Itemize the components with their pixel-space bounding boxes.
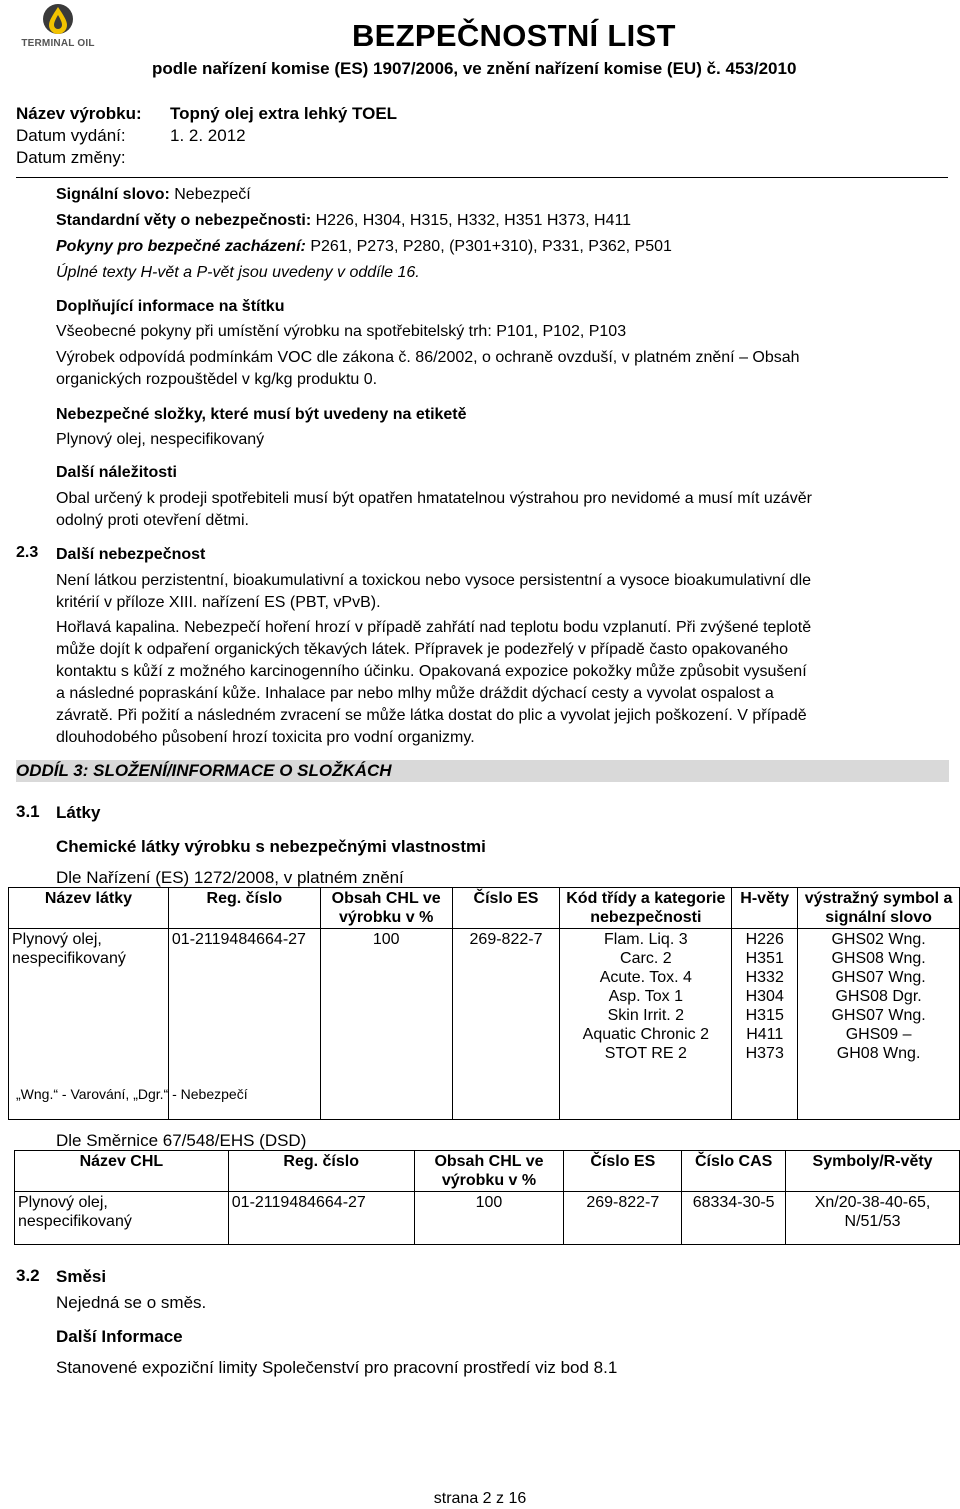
section-2-3-p2-line2: může dojít k odpaření organických těkavých látek. Přípravek je podezřelý v případě často opakovaného bbox=[56, 641, 788, 658]
h-phrase: H373 bbox=[745, 1045, 784, 1062]
signal-label: Signální slovo: bbox=[56, 186, 170, 203]
ghs-symbol: GHS07 Wng. bbox=[831, 1007, 926, 1024]
hazard-statements-line bbox=[56, 210, 948, 231]
section-2-3-p2-line5: závratě. Při požití a následném zvracení se může látka dostat do plic a vyvolat jejich poškození. V případě bbox=[56, 707, 807, 724]
clp-header-cell: Obsah CHL ve výrobku v % bbox=[320, 888, 452, 929]
section-2-3-p1-line1: Není látkou perzistentní, bioakumulativní a toxickou nebo vysoce persistentní a vysoce bioakumulativní dle bbox=[56, 572, 812, 589]
h-phrase: H411 bbox=[746, 1026, 784, 1043]
hazard-value: H226, H304, H315, H332, H351 H373, H411 bbox=[315, 212, 632, 229]
section-2-3-title: Další nebezpečnost bbox=[56, 546, 206, 563]
supplementary-heading: Doplňující informace na štítku bbox=[56, 298, 285, 315]
dsd-header-cell: Číslo CAS bbox=[682, 1151, 786, 1192]
clp-h-phrases bbox=[732, 929, 798, 1120]
other-line-2: odolný proti otevření dětmi. bbox=[56, 512, 249, 529]
ghs-symbol: GHS08 Wng. bbox=[831, 950, 926, 967]
dsd-header-row bbox=[15, 1151, 960, 1192]
clp-header-cell: Název látky bbox=[9, 888, 169, 929]
h-phrase: H304 bbox=[745, 988, 784, 1005]
hazard-class: STOT RE 2 bbox=[604, 1045, 687, 1062]
clp-symbols bbox=[798, 929, 960, 1120]
supplementary-line-1: Všeobecné pokyny při umístění výrobku na spotřebitelský trh: P101, P102, P103 bbox=[56, 323, 627, 340]
section-3-2-title: Směsi bbox=[56, 1267, 107, 1286]
ghs-symbol: GHS07 Wng. bbox=[831, 969, 926, 986]
issue-date-row bbox=[16, 125, 246, 147]
supplementary-line-2: Výrobek odpovídá podmínkám VOC dle zákona č. 86/2002, o ochraně ovzduší, v platném znění – Obsah bbox=[56, 349, 800, 366]
h-phrase: H351 bbox=[745, 950, 784, 967]
product-label: Název výrobku: bbox=[16, 104, 142, 123]
more-info-heading: Další Informace bbox=[56, 1327, 183, 1346]
dsd-cas-number: 68334-30-5 bbox=[682, 1192, 786, 1245]
clp-header-cell: Kód třídy a kategorie nebezpečnosti bbox=[560, 888, 732, 929]
logo-text: TERMINAL OIL bbox=[21, 38, 95, 49]
change-label: Datum změny: bbox=[16, 148, 126, 167]
hazard-class: Asp. Tox 1 bbox=[608, 988, 684, 1005]
clp-header-cell: H-věty bbox=[732, 888, 798, 929]
precaution-label: Pokyny pro bezpečné zacházení: bbox=[56, 238, 306, 255]
clp-substance-name: Plynový olej, nespecifikovaný bbox=[9, 929, 169, 1120]
section-2-3-p2-line6: dlouhodobého působení hrozí toxicita pro vodní organizmy. bbox=[56, 729, 475, 746]
precautionary-line bbox=[56, 236, 948, 257]
chem-heading: Chemické látky výrobku s nebezpečnými vlastnostmi bbox=[56, 837, 486, 856]
hazard-label: Standardní věty o nebezpečnosti: bbox=[56, 212, 312, 229]
section-3-2-text: Nejedná se o směs. bbox=[56, 1293, 207, 1312]
signal-word-line bbox=[56, 184, 948, 205]
dsd-substance-name: Plynový olej, nespecifikovaný bbox=[15, 1192, 229, 1245]
other-line-1: Obal určený k prodeji spotřebiteli musí být opatřen hmatatelnou výstrahou pro nevidomé a musí mít uzávěr bbox=[56, 490, 812, 507]
components-heading: Nebezpečné složky, které musí být uvedeny na etiketě bbox=[56, 406, 467, 423]
header-divider bbox=[16, 177, 948, 178]
clp-header-cell: výstražný symbol a signální slovo bbox=[798, 888, 960, 929]
document-title: BEZPEČNOSTNÍ LIST bbox=[352, 18, 676, 53]
other-heading: Další náležitosti bbox=[56, 464, 177, 481]
clp-reg-number: 01-2119484664-27 bbox=[168, 929, 320, 1120]
page-number: strana 2 z 16 bbox=[433, 1490, 527, 1507]
signal-value: Nebezpečí bbox=[174, 186, 251, 203]
clp-caption: Dle Nařízení (ES) 1272/2008, v platném znění bbox=[56, 868, 404, 887]
dsd-header-cell: Reg. číslo bbox=[228, 1151, 414, 1192]
hazard-class: Acute. Tox. 4 bbox=[599, 969, 692, 986]
section-2-3-p2-line3: kontaktu s kůží z možného karcinogenního účinku. Opakovaná expozice pokožky může způsobit vysušení bbox=[56, 663, 807, 680]
clp-content: 100 bbox=[320, 929, 452, 1120]
h-phrase: H332 bbox=[745, 969, 784, 986]
section-2-3-p2-line1: Hořlavá kapalina. Nebezpečí hoření hrozí v případě zahřátí nad teplotu bodu vzplanutí. Při zvýšené teplotě bbox=[56, 619, 812, 636]
dsd-header-cell: Číslo ES bbox=[564, 1151, 682, 1192]
document-subtitle: podle nařízení komise (ES) 1907/2006, ve znění nařízení komise (EU) č. 453/2010 bbox=[152, 59, 797, 78]
section-2-3-p2-line4: a následné popraskání kůže. Inhalace par nebo mlhy může dráždit dýchací cesty a vyvolat ospalost a bbox=[56, 685, 774, 702]
section-3-1-number: 3.1 bbox=[16, 802, 40, 821]
section-3-2-number: 3.2 bbox=[16, 1266, 40, 1285]
hazard-class: Flam. Liq. 3 bbox=[604, 931, 688, 948]
clp-header-row bbox=[9, 888, 960, 929]
dsd-header-cell: Symboly/R-věty bbox=[786, 1151, 960, 1192]
hazard-class: Skin Irrit. 2 bbox=[607, 1007, 685, 1024]
section-3-title: ODDÍL 3: SLOŽENÍ/INFORMACE O SLOŽKÁCH bbox=[16, 761, 392, 780]
hazard-class: Aquatic Chronic 2 bbox=[582, 1026, 709, 1043]
dsd-content: 100 bbox=[414, 1192, 564, 1245]
issue-label: Datum vydání: bbox=[16, 126, 126, 145]
issue-date: 1. 2. 2012 bbox=[170, 126, 246, 145]
dsd-es-number: 269-822-7 bbox=[564, 1192, 682, 1245]
ghs-symbol: GHS02 Wng. bbox=[831, 931, 926, 948]
clp-hazard-classes bbox=[560, 929, 732, 1120]
ghs-symbol: GHS09 – bbox=[845, 1026, 912, 1043]
dsd-reg-number: 01-2119484664-27 bbox=[228, 1192, 414, 1245]
precaution-value: P261, P273, P280, (P301+310), P331, P362, P501 bbox=[310, 238, 672, 255]
more-info-text: Stanovené expoziční limity Společenství pro pracovní prostředí viz bod 8.1 bbox=[56, 1358, 618, 1377]
change-date-row bbox=[16, 147, 126, 169]
dsd-caption: Dle Směrnice 67/548/EHS (DSD) bbox=[56, 1131, 307, 1150]
ghs-symbol: GH08 Wng. bbox=[836, 1045, 921, 1062]
clp-es-number: 269-822-7 bbox=[452, 929, 560, 1120]
table-row bbox=[15, 1192, 960, 1245]
h-phrase: H226 bbox=[745, 931, 784, 948]
dsd-r-phrases: Xn/20-38-40-65, N/51/53 bbox=[786, 1192, 960, 1245]
product-name: Topný olej extra lehký TOEL bbox=[170, 104, 398, 123]
clp-header-cell: Číslo ES bbox=[452, 888, 560, 929]
section-2-3-number: 2.3 bbox=[16, 544, 39, 561]
h-phrase: H315 bbox=[745, 1007, 784, 1024]
clp-footnote: „Wng.“ - Varování, „Dgr.“ - Nebezpečí bbox=[16, 1086, 248, 1102]
dsd-header-cell: Obsah CHL ve výrobku v % bbox=[414, 1151, 564, 1192]
section-2-3-p1-line2: kritérií v příloze XIII. nařízení ES (PBT, vPvB). bbox=[56, 594, 381, 611]
section-3-header bbox=[16, 760, 949, 782]
section-3-1-title: Látky bbox=[56, 803, 101, 822]
ghs-symbol: GHS08 Dgr. bbox=[835, 988, 922, 1005]
hazard-class: Carc. 2 bbox=[620, 950, 672, 967]
clp-header-cell: Reg. číslo bbox=[168, 888, 320, 929]
dsd-table bbox=[14, 1150, 960, 1245]
product-row bbox=[16, 103, 398, 125]
supplementary-line-3: organických rozpouštědel v kg/kg produktu 0. bbox=[56, 371, 378, 388]
dsd-header-cell: Název CHL bbox=[15, 1151, 229, 1192]
full-texts-note: Úplné texty H-vět a P-vět jsou uvedeny v oddíle 16. bbox=[56, 264, 420, 281]
components-value: Plynový olej, nespecifikovaný bbox=[56, 431, 265, 448]
